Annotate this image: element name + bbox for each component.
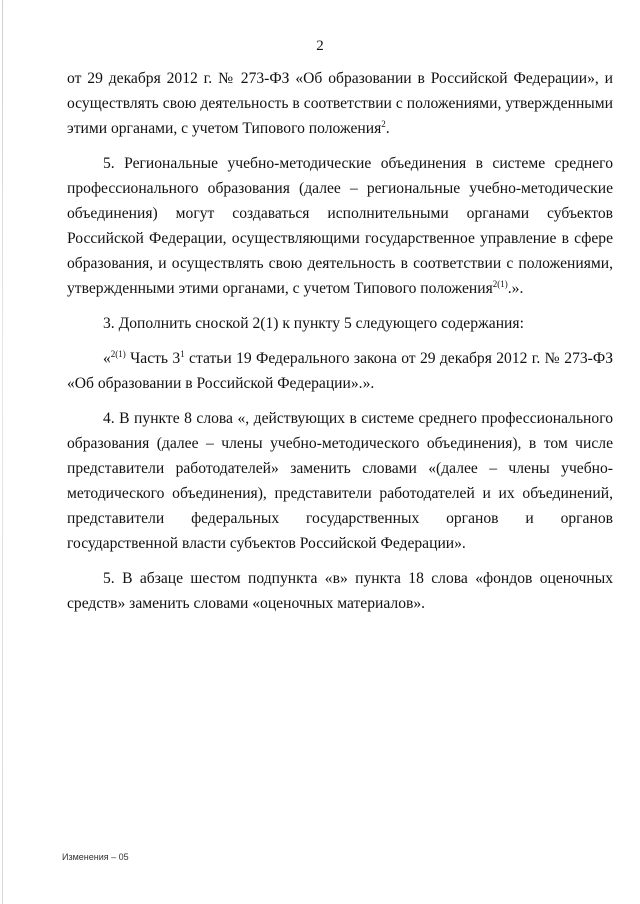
quote-open: « bbox=[103, 350, 111, 367]
document-body bbox=[67, 66, 613, 616]
page-number: 2 bbox=[316, 38, 324, 54]
footnote-ref: 2 bbox=[381, 119, 386, 129]
paragraph-text: от 29 декабря 2012 г. № 273-ФЗ «Об образовании в Российской Федерации», и осуществлять свою деятельность в соответствии с положениями, утвержденными этими органами, с учетом Типового положения bbox=[67, 70, 613, 137]
paragraph-text: статьи 19 Федерального закона от 29 декабря 2012 г. № 273-ФЗ «Об образовании в Российской Федерации».». bbox=[67, 350, 614, 392]
paragraph-tail: .». bbox=[507, 280, 524, 297]
paragraph-item-3 bbox=[67, 311, 613, 336]
paragraph-text: 3. Дополнить сноской 2(1) к пункту 5 следующего содержания: bbox=[103, 315, 524, 332]
paragraph-text: Часть 3 bbox=[125, 350, 181, 367]
paragraph-item-4 bbox=[67, 406, 613, 556]
page-footer: Изменения – 05 bbox=[62, 852, 129, 862]
paragraph-text: 5. В абзаце шестом подпункта «в» пункта 18 слова «фондов оценочных средств» заменить словами «оценочных материалов». bbox=[67, 570, 613, 612]
footnote-ref: 2(1) bbox=[110, 349, 126, 359]
paragraph-text: 5. Региональные учебно-методические объединения в системе среднего профессионального образования (далее – региональные учебно-методические объединения) могут создаваться исполнительными органами субъектов Российской Федерации, осуществляющими государственное управление в сфере образования, и осуществлять свою деятельность в соответствии с положениями, утвержденными этими органами, с учетом Типового положения bbox=[67, 155, 613, 297]
paragraph-item-5-b bbox=[67, 566, 613, 616]
article-part-sup: 1 bbox=[180, 349, 185, 359]
footnote-ref: 2(1) bbox=[492, 279, 508, 289]
paragraph-tail: . bbox=[385, 120, 390, 137]
paragraph-item-5 bbox=[67, 151, 613, 301]
scan-edge-line bbox=[2, 0, 3, 904]
paragraph-text: 4. В пункте 8 слова «, действующих в системе среднего профессионального образования (далее – члены учебно-методического объединения), в том числе представители работодателей» заменить словами «(далее – члены учебно-методического объединения), представители работодателей и их объединений, представители федеральных государственных органов и органов государственной власти субъектов Российской Федерации». bbox=[67, 410, 613, 552]
paragraph-footnote-text bbox=[67, 346, 613, 396]
paragraph-continuation bbox=[67, 66, 613, 141]
